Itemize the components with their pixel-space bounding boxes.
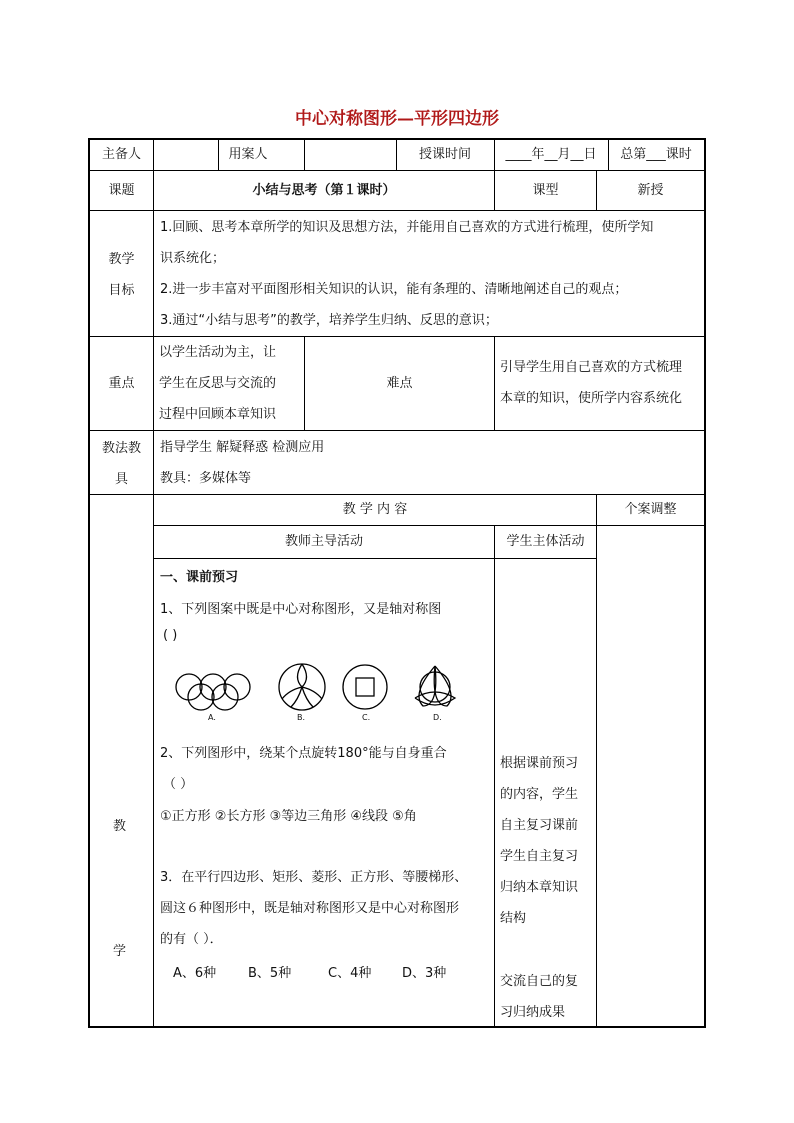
focus-line: 以学生活动为主，让	[159, 345, 277, 360]
time-label: 授课时间	[418, 147, 471, 162]
user-label: 用案人	[228, 147, 268, 162]
student-line: 的内容，学生	[500, 787, 579, 802]
total-lessons: 总第___课时	[620, 147, 692, 162]
side-label-teach: 教	[113, 819, 127, 834]
student-line: 习归纳成果	[500, 1005, 566, 1020]
goal-line: 3.通过“小结与思考”的教学，培养学生归纳、反思的意识；	[160, 313, 498, 328]
methods-line: 教具：多媒体等	[160, 471, 252, 486]
difficulty-label: 难点	[386, 375, 413, 391]
preparer-label: 主备人	[101, 147, 141, 162]
question-2-options: ①正方形 ②长方形 ③等边三角形 ④线段 ⑤角	[160, 809, 417, 824]
topic-label: 课题	[108, 182, 135, 198]
methods-text	[160, 432, 700, 494]
question-3	[160, 862, 494, 955]
focus-text	[159, 337, 303, 430]
difficulty-line: 引导学生用自己喜欢的方式梳理	[500, 360, 683, 375]
date-field: ____年__月__日	[505, 147, 597, 162]
student-activity-1	[500, 748, 594, 934]
methods-label	[90, 433, 153, 495]
student-header: 学生主体活动	[506, 534, 585, 549]
question-1-blank: ( )	[163, 628, 178, 643]
triquetra-figure	[415, 666, 455, 706]
circle-square-figure	[343, 665, 387, 709]
student-line: 交流自己的复	[500, 974, 579, 989]
question-3-line: 的有（ ）．	[160, 932, 223, 947]
q3-option-a: A、6种	[173, 966, 217, 981]
question-3-line: 3．在平行四边形、矩形、菱形、正方形、等腰梯形、	[160, 870, 468, 885]
side-label-learn: 学	[113, 944, 127, 959]
difficulty-text	[500, 352, 704, 414]
difficulty-line: 本章的知识，使所学内容系统化	[500, 391, 683, 406]
section-title: 一、课前预习	[160, 570, 239, 585]
focus-line: 学生在反思与交流的	[159, 376, 277, 391]
student-line: 学生自主复习	[500, 849, 579, 864]
goals-label-2: 目标	[108, 283, 135, 298]
goal-line: 2.进一步丰富对平面图形相关知识的认识，能有条理的、清晰地阐述自己的观点；	[160, 282, 628, 297]
figure-label-c: C.	[362, 713, 371, 722]
figure-label-d: D.	[433, 713, 442, 722]
student-line: 自主复习课前	[500, 818, 579, 833]
circle-three-arcs-figure	[279, 664, 325, 710]
topic-value: 小结与思考（第１课时）	[252, 182, 396, 198]
q3-option-c: C、4种	[328, 966, 372, 981]
student-line: 根据课前预习	[500, 756, 579, 771]
student-line: 归纳本章知识	[500, 880, 579, 895]
methods-line: 指导学生 解疑释惑 检测应用	[160, 440, 325, 455]
type-value: 新授	[637, 182, 664, 198]
page-title: 中心对称图形—平形四边形	[295, 109, 499, 129]
goals-label-1: 教学	[108, 252, 135, 267]
question-3-line: 圆这６种图形中，既是轴对称图形又是中心对称图形	[160, 901, 460, 916]
teacher-header: 教师主导活动	[284, 534, 363, 549]
focus-line: 过程中回顾本章知识	[159, 407, 277, 422]
methods-label-2: 具	[114, 472, 128, 487]
question-2: 2、下列图形中，绕某个点旋转180°能与自身重合	[160, 746, 447, 761]
q3-option-b: B、5种	[248, 966, 292, 981]
figure-label-a: A.	[208, 713, 216, 722]
content-header: 教 学 内 容	[342, 502, 408, 517]
q3-option-d: D、3种	[402, 966, 447, 981]
goal-line: 1.回顾、思考本章所学的知识及思想方法，并能用自己喜欢的方式进行梳理，使所学知	[160, 220, 654, 235]
question-1: 1、下列图案中既是中心对称图形，又是轴对称图	[160, 602, 442, 617]
olympic-rings-figure	[176, 674, 250, 710]
student-activity-2	[500, 966, 594, 1028]
student-line: 结构	[500, 911, 527, 926]
methods-label-1: 教法教	[101, 441, 141, 456]
focus-label: 重点	[108, 375, 135, 391]
adjust-header: 个案调整	[624, 502, 677, 517]
goal-line: 识系统化；	[160, 251, 226, 266]
type-label: 课型	[532, 182, 559, 198]
goals-label	[90, 244, 153, 306]
goals-text	[160, 212, 704, 336]
figure-label-b: B.	[297, 713, 306, 722]
question-2-blank: （ ）	[163, 777, 194, 792]
